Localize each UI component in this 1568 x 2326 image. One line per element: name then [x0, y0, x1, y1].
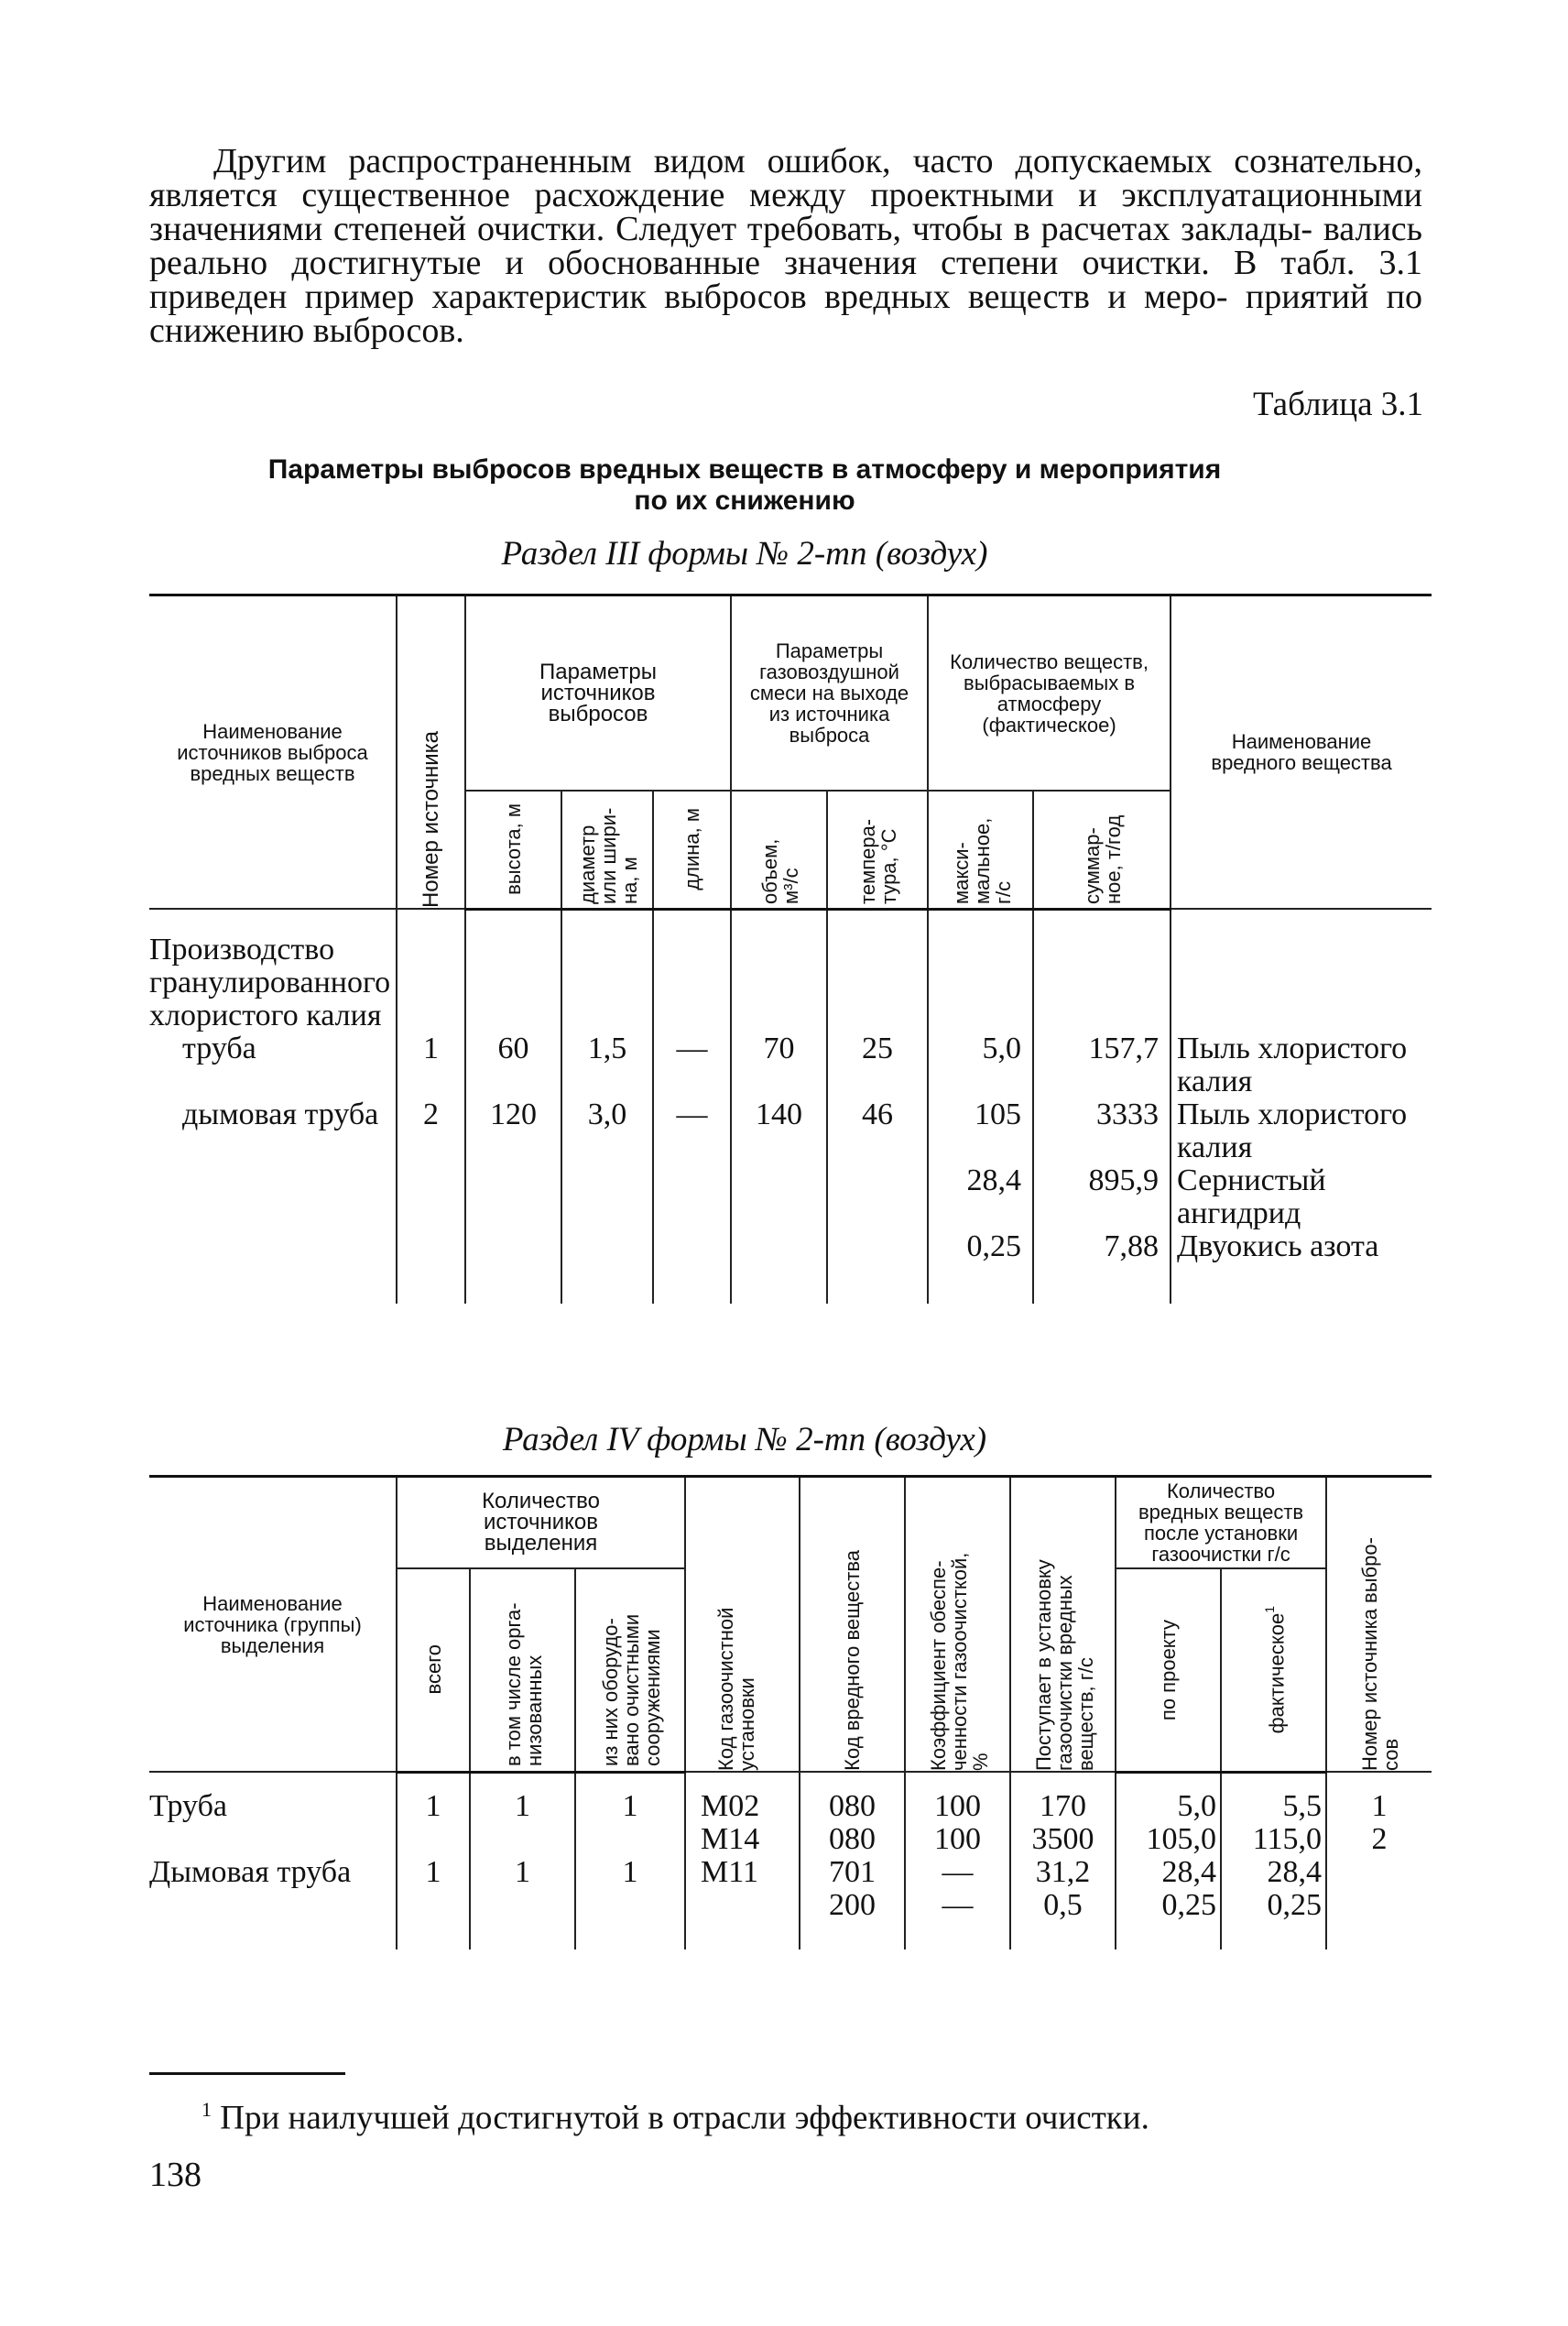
header-length: длина, м — [653, 791, 731, 909]
header-diameter: диаметр или шири- на, м — [561, 791, 653, 909]
header-equipped: из них оборудо- вано очистными сооружениями — [575, 1568, 685, 1772]
table-row: 200 — 0,5 0,25 0,25 — [149, 1889, 1432, 1922]
section-3-table — [149, 594, 1432, 1304]
table-row: Дымовая труба 1 1 1 М11 701 — 31,2 28,4 28,4 — [149, 1856, 1432, 1889]
footnote-rule — [149, 2072, 345, 2075]
header-organized: в том числе орга- низованных — [470, 1568, 575, 1772]
footnote: $^1$ При наилучшей достигнутой в отрасли эффективности очистки. — [201, 2098, 1149, 2137]
paragraph-text: Другим распространенным видом ошибок, часто допускаемых сознательно, является существенное расхождение между проектными и эксплуатационными значениями степеней очистки. Следует требовать, чтобы в расчетах заклады- вались реально достигнутые и обоснованные значения степени очистки. В табл. 3.1 приведен пример характеристик выбросов вредных веществ и меро- приятий по снижению выбросов. — [149, 142, 1423, 350]
table-row: дымовая труба 2 120 3,0 — 140 46 105 3333 Пыль хлористого калия — [149, 1098, 1432, 1164]
table-row: М14 080 100 3500 105,0 115,0 2 — [149, 1823, 1432, 1856]
header-design: по проекту — [1116, 1568, 1221, 1772]
header-after: Количество вредных веществ после установки газоочистки г/с — [1116, 1477, 1326, 1568]
table-row: 28,4 895,9 Сернистый ангидрид — [149, 1164, 1432, 1230]
header-total: суммар- ное, т/год — [1033, 791, 1171, 909]
section-4-table — [149, 1475, 1432, 1949]
header-max: макси- мальное, г/с — [928, 791, 1033, 909]
table-row: 0,25 7,88 Двуокись азота — [149, 1230, 1432, 1304]
header-count: Количество источников выделения — [397, 1477, 685, 1568]
page-number: 138 — [149, 2156, 201, 2194]
intro-paragraph — [149, 142, 1423, 350]
header-gas-params: Параметры газовоздушной смеси на выходе из источника выброса — [731, 595, 928, 792]
header-source-params: Параметры источников выбросов — [465, 595, 731, 792]
header-incoming: Поступает в установку газоочистки вредных веществ, г/с — [1010, 1477, 1116, 1773]
header-actual: фактическое$^1$ — [1221, 1568, 1326, 1772]
header-source-name: Наименование источников выброса вредных веществ — [149, 595, 397, 910]
header-all: всего — [397, 1568, 470, 1772]
table-row: Труба 1 1 1 М02 080 100 170 5,0 5,5 1 — [149, 1790, 1432, 1823]
table-title: Параметры выбросов вредных веществ в атмосферу и мероприятия по их снижению — [267, 454, 1222, 516]
header-plant-code: Код газоочистной установки — [685, 1477, 800, 1773]
header-volume: объем, м³/с — [731, 791, 827, 909]
table-number: Таблица 3.1 — [1253, 386, 1423, 423]
table-row: труба 1 60 1,5 — 70 25 5,0 157,7 Пыль хлористого калия — [149, 1032, 1432, 1098]
header-emission-source: Номер источника выбро- сов — [1326, 1477, 1432, 1773]
section-3-caption: Раздел III формы № 2-тп (воздух) — [501, 535, 988, 573]
header-substance: Наименование вредного вещества — [1171, 595, 1432, 910]
header-substance-code: Код вредного вещества — [800, 1477, 905, 1773]
header-quantity: Количество веществ, выбрасываемых в атмосферу (фактическое) — [928, 595, 1171, 792]
table-row-group: Производство гранулированного хлористого калия — [149, 933, 391, 1032]
header-temperature: темпера- тура, °С — [827, 791, 928, 909]
section-4-caption: Раздел IV формы № 2-тп (воздух) — [502, 1421, 987, 1458]
header-source-name: Наименование источника (группы) выделения — [149, 1477, 397, 1773]
header-height: высота, м — [465, 791, 561, 909]
header-source-number: Номер источника — [397, 595, 465, 910]
header-coefficient: Коэффициент обеспе- ченности газоочисткой, % — [905, 1477, 1010, 1773]
